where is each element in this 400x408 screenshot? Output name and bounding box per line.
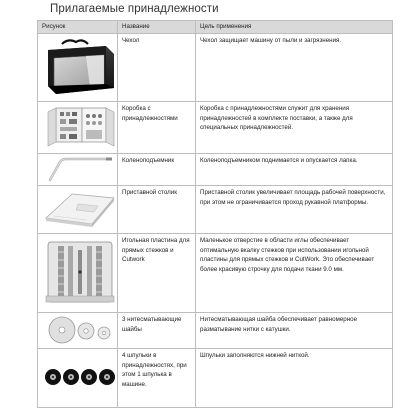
table-row: [38, 153, 393, 185]
knee-lifter-icon: [42, 156, 118, 182]
purpose-cell: Шпульки заполняются нижней ниткой.: [196, 348, 393, 407]
table-row: [38, 348, 393, 407]
purpose-cell: Коробка с принадлежностями служит для хранения принадлежностей в комплекте поставки, а также для специальных принадлежностей.: [196, 101, 393, 153]
purpose-cell: Нитесматывающая шайба обеспечивает равномерное разматывание нитки с катушки.: [196, 312, 393, 348]
header-purpose: Цель применения: [196, 21, 393, 34]
page-title: Прилагаемые принадлежности: [50, 3, 219, 15]
table-row: [38, 185, 393, 233]
table-row: [38, 33, 393, 101]
name-cell: 4 шпульки в принадлежностях, при этом 1 шпулька в машине.: [118, 348, 196, 407]
purpose-cell: Приставной столик увеличивает площадь рабочей поверхности, при этом не ограничивается проход рукавной платформы.: [196, 185, 393, 233]
name-cell: Приставной столик: [118, 185, 196, 233]
table-row: [38, 312, 393, 348]
extension-table-icon: [42, 188, 118, 230]
dust-cover-icon: [42, 36, 118, 98]
name-cell: Коленоподъемник: [118, 153, 196, 185]
accessories-table: [37, 20, 393, 408]
picture-cell: [38, 233, 118, 312]
table-header-row: [38, 21, 393, 34]
picture-cell: [38, 101, 118, 153]
bobbins-icon: [42, 351, 118, 403]
needle-plate-icon: [42, 236, 118, 308]
table-row: [38, 101, 393, 153]
header-name: Название: [118, 21, 196, 34]
name-cell: 3 нитесматывающие шайбы: [118, 312, 196, 348]
picture-cell: [38, 185, 118, 233]
table-row: [38, 233, 393, 312]
purpose-cell: Маленькое отверстие в области иглы обеспечивает оптимальную вкалку стежков при использовании игольной пластины для прямых стежков и CutWork. Это обеспечивает более красивую строчку для подачи ткани 9.0 мм.: [196, 233, 393, 312]
name-cell: Коробка с принадлежностями: [118, 101, 196, 153]
accessory-box-icon: [42, 104, 118, 150]
purpose-cell: Коленоподъемником поднимается и опускается лапка.: [196, 153, 393, 185]
picture-cell: [38, 348, 118, 407]
picture-cell: [38, 312, 118, 348]
name-cell: Игольная пластина для прямых стежков и Cutwork: [118, 233, 196, 312]
name-cell: Чехол: [118, 33, 196, 101]
picture-cell: [38, 153, 118, 185]
header-picture: Рисунок: [38, 21, 118, 34]
picture-cell: [38, 33, 118, 101]
purpose-cell: Чехол защищает машину от пыли и загрязнения.: [196, 33, 393, 101]
spool-discs-icon: [42, 315, 118, 345]
